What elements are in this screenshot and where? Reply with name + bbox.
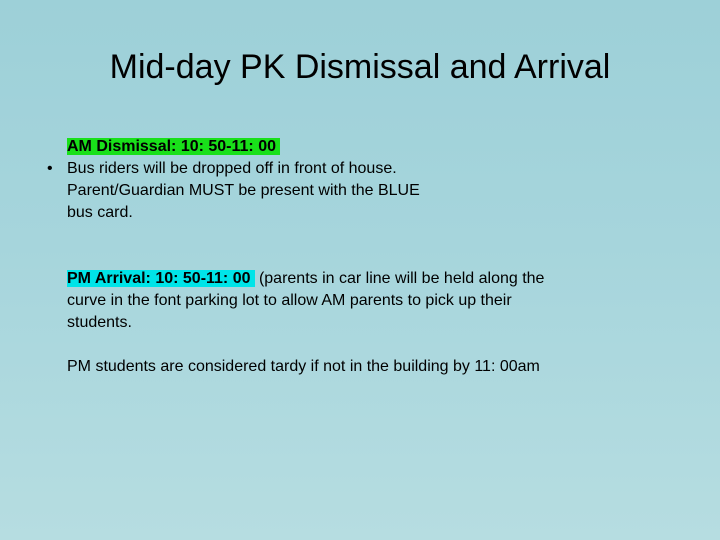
am-dismissal-line [67,136,567,158]
bullet-icon: • [47,160,53,177]
bus-riders-bullet [47,158,447,224]
slide-body [47,136,567,378]
tardy-note: PM students are considered tardy if not in the building by 11: 00am [67,358,540,375]
bus-riders-text: Bus riders will be dropped off in front of house. Parent/Guardian MUST be present with the BLUE bus card. [67,160,420,221]
spacer [67,334,567,356]
pm-arrival-text: (parents in car line will be held along the curve in the font parking lot to allow AM parents to pick up their students. [67,270,545,331]
pm-arrival-paragraph [67,268,567,334]
pm-arrival-heading: PM Arrival: 10: 50-11: 00 [67,270,255,287]
am-dismissal-heading: AM Dismissal: 10: 50-11: 00 [67,138,280,155]
slide-title: Mid-day PK Dismissal and Arrival [109,48,611,86]
spacer [67,224,567,268]
